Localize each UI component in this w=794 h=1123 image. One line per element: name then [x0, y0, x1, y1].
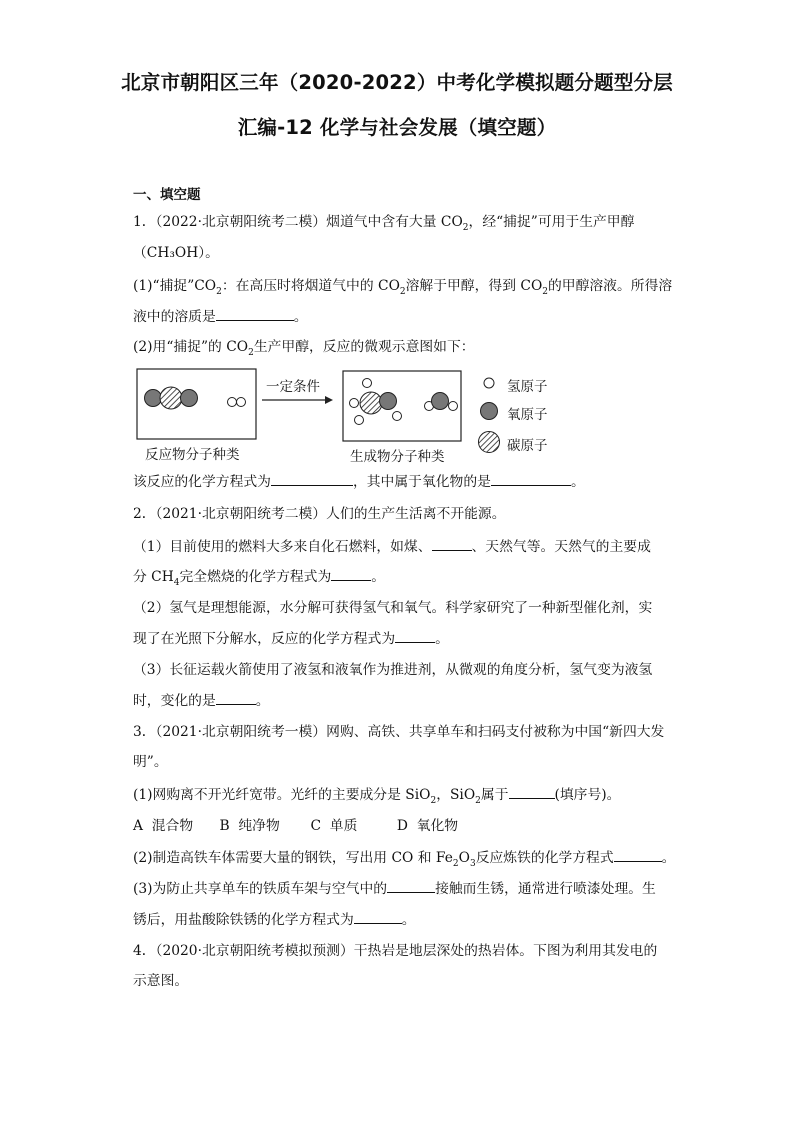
q2-number: 2．: [133, 506, 156, 522]
answer-blank[interactable]: [395, 628, 435, 643]
q2-part3-cont: 时，变化的是 。: [133, 690, 663, 711]
q2-part1-cont: 分 $CH_4$完全燃烧的化学方程式为 。: [133, 566, 663, 593]
q3-stem: 3．（2021·北京朝阳统考一模）网购、高铁、共享单车和扫码支付被称为中国“新四大发: [133, 724, 665, 740]
reactant-caption: 反应物分子种类: [145, 447, 240, 463]
q3-part3: (3)为防止共享单车的铁质车架与空气中的 接触而生锈，通常进行喷漆处理。生: [133, 878, 663, 899]
q1-number: 1．: [133, 214, 156, 230]
q1-source: （2022·北京朝阳统考二模）: [155, 214, 327, 230]
legend-oxygen-icon: [481, 403, 498, 420]
answer-blank[interactable]: [216, 690, 256, 705]
q4-stem-cont: 示意图。: [133, 973, 189, 989]
q2-source: （2021·北京朝阳统考二模）: [155, 506, 327, 522]
answer-blank[interactable]: [354, 909, 402, 924]
document-title-line1: 北京市朝阳区三年（2020-2022）中考化学模拟题分题型分层: [121, 71, 673, 94]
q3-number: 3．: [133, 724, 156, 740]
q4-source: （2020·北京朝阳统考模拟预测）: [155, 943, 354, 959]
q3-source: （2021·北京朝阳统考一模）: [155, 724, 327, 740]
q1-part1: (1)“捕捉$”CO_2$：在高压时将烟道气中的 $CO_2$溶解于甲醇，得到 $CO_2$的甲醇溶液。所得溶: [133, 278, 673, 297]
document-title-line2: 汇编-12 化学与社会发展（填空题）: [237, 116, 557, 139]
q4-stem: 4．（2020·北京朝阳统考模拟预测）干热岩是地层深处的热岩体。下图为利用其发电的: [133, 943, 658, 959]
product-caption: 生成物分子种类: [350, 449, 445, 465]
q2-stem: 2．（2021·北京朝阳统考二模）人们的生产生活离不开能源。: [133, 506, 506, 522]
q1-part2: (2)用“捕捉”的 $CO_2$生产甲醇，反应的微观示意图如下：: [133, 339, 475, 358]
reaction-condition: 一定条件: [266, 379, 320, 395]
q3-stem-cont: 明”。: [133, 754, 168, 770]
q3-options: A 混合物 B 纯净物 C 单质 D 氧化物: [133, 818, 459, 834]
q2-part1: （1）目前使用的燃料大多来自化石燃料，如煤、 、天然气等。天然气的主要成: [133, 536, 663, 557]
legend-carbon-icon: [479, 432, 500, 453]
reaction-diagram: [133, 364, 573, 474]
q2-part2-cont: 现了在光照下分解水，反应的化学方程式为 。: [133, 628, 663, 649]
answer-blank[interactable]: [271, 471, 353, 486]
answer-blank[interactable]: [216, 306, 294, 321]
q3-part3-cont: 锈后，用盐酸除铁锈的化学方程式为 。: [133, 909, 663, 930]
q3-part2: (2)制造高铁车体需要大量的钢铁，写出用 CO 和 $Fe_2O_3$反应炼铁的化学方程式 。: [133, 847, 663, 874]
answer-blank[interactable]: [331, 566, 371, 581]
answer-blank[interactable]: [509, 784, 555, 799]
legend-carbon-label: 碳原子: [507, 438, 548, 454]
q1-stem: 1．（2022·北京朝阳统考二模）烟道气中含有大量 $CO_2$，经“捕捉”可用于生产甲醇: [133, 214, 635, 233]
answer-blank[interactable]: [614, 847, 662, 862]
answer-blank[interactable]: [491, 471, 571, 486]
q2-part2: （2）氢气是理想能源，水分解可获得氢气和氧气。科学家研究了一种新型催化剂，实: [133, 600, 653, 616]
answer-blank[interactable]: [432, 536, 472, 551]
q4-number: 4．: [133, 943, 156, 959]
q1-question: 该反应的化学方程式为 ，其中属于氧化物的是 。: [133, 471, 663, 492]
legend-hydrogen-icon: [484, 378, 494, 388]
q3-part1: (1)网购离不开光纤宽带。光纤的主要成分是 SiO$_2$，SiO$_2$属于 (填序号)。: [133, 784, 663, 811]
q1-stem-cont: （CH₃OH）。: [133, 245, 219, 261]
section-heading: 一、填空题: [133, 187, 201, 203]
legend-oxygen-label: 氧原子: [507, 407, 548, 423]
q1-part1-cont: 液中的溶质是 。: [133, 306, 663, 327]
legend-hydrogen-label: 氢原子: [507, 379, 548, 395]
answer-blank[interactable]: [387, 878, 435, 893]
q2-part3: （3）长征运载火箭使用了液氢和液氧作为推进剂，从微观的角度分析，氢气变为液氢: [133, 662, 653, 678]
